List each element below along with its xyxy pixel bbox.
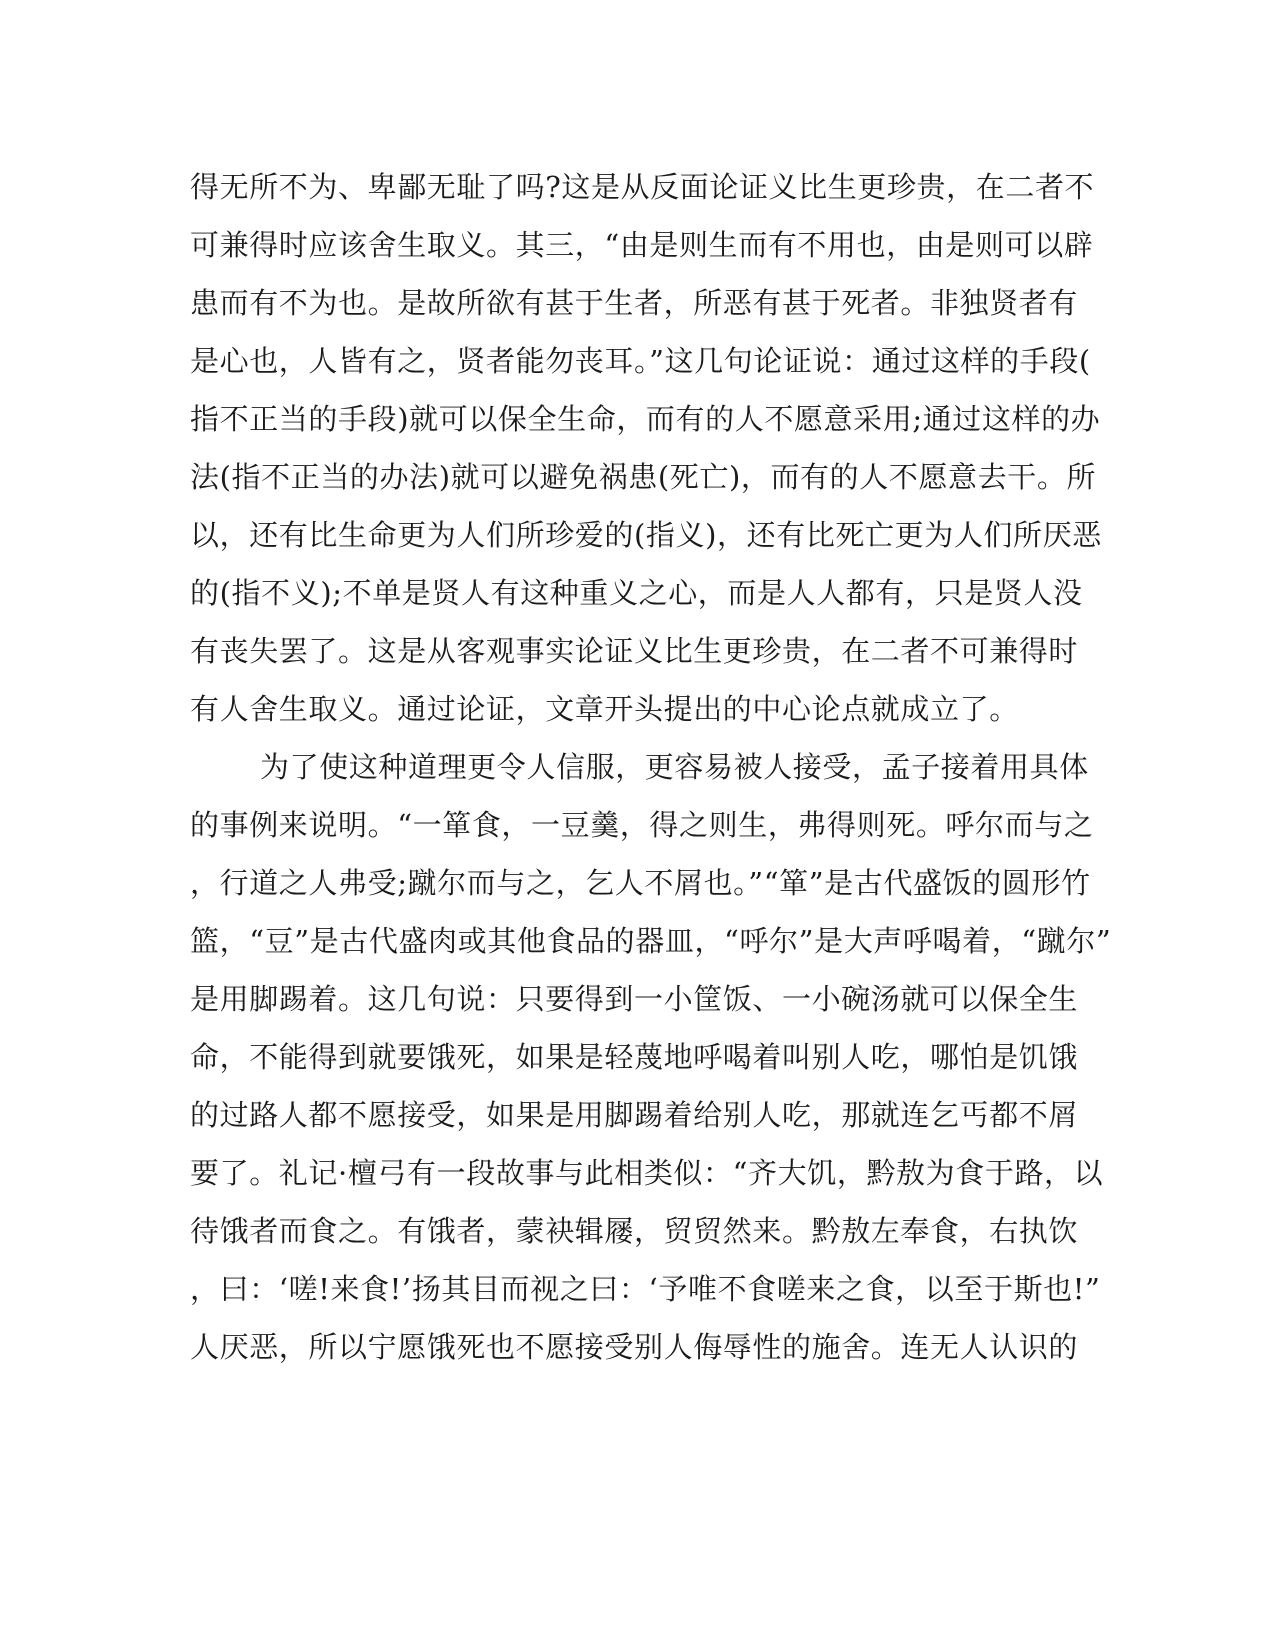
text-line-14: 篮，“豆”是古代盛肉或其他食品的器皿，“呼尔”是大声呼喝着，“蹴尔” [190,924,1112,958]
text-line-10: 有人舍生取义。通过论证，文章开头提出的中心论点就成立了。 [190,692,1019,726]
text-line-20: ，曰：‘嗟!来食!’扬其目而视之曰：‘予唯不食嗟来之食，以至于斯也!” [190,1272,1101,1306]
text-line-15: 是用脚踢着。这几句说：只要得到一小筐饭、一小碗汤就可以保全生 [190,982,1079,1016]
text-line-7: 以，还有比生命更为人们所珍爱的(指义)，还有比死亡更为人们所厌恶 [190,518,1102,552]
text-line-16: 命，不能得到就要饿死，如果是轻蔑地呼喝着叫别人吃，哪怕是饥饿 [190,1040,1079,1074]
text-line-19: 待饿者而食之。有饿者，蒙袂辑屦，贸贸然来。黔敖左奉食，右执饮 [190,1214,1079,1248]
body-text [190,158,1112,1376]
text-line-12: 的事例来说明。“一箪食，一豆羹，得之则生，弗得则死。呼尔而与之 [190,808,1094,842]
paragraph-start-line: 为了使这种道理更令人信服，更容易被人接受，孟子接着用具体 [260,750,1089,784]
text-line-8: 的(指不义);不单是贤人有这种重义之心，而是人人都有，只是贤人没 [190,576,1083,610]
text-line-9: 有丧失罢了。这是从客观事实论证义比生更珍贵，在二者不可兼得时 [190,634,1079,668]
text-line-3: 患而有不为也。是故所欲有甚于生者，所恶有甚于死者。非独贤者有 [190,286,1079,320]
text-line-18: 要了。礼记·檀弓有一段故事与此相类似：“齐大饥，黔敖为食于路，以 [190,1156,1104,1190]
text-line-17: 的过路人都不愿接受，如果是用脚踢着给别人吃，那就连乞丐都不屑 [190,1098,1079,1132]
text-line-21: 人厌恶，所以宁愿饿死也不愿接受别人侮辱性的施舍。连无人认识的 [190,1330,1079,1364]
text-line-6: 法(指不正当的办法)就可以避免祸患(死亡)，而有的人不愿意去干。所 [190,460,1097,494]
text-line-2: 可兼得时应该舍生取义。其三，“由是则生而有不用也，由是则可以辟 [190,228,1094,262]
text-line-5: 指不正当的手段)就可以保全生命，而有的人不愿意采用;通过这样的办 [190,402,1101,436]
text-line-1: 得无所不为、卑鄙无耻了吗?这是从反面论证义比生更珍贵，在二者不 [190,170,1095,204]
text-line-13: ，行道之人弗受;蹴尔而与之，乞人不屑也。”“箪”是古代盛饭的圆形竹 [190,866,1091,900]
text-line-4: 是心也，人皆有之，贤者能勿丧耳。”这几句论证说：通过这样的手段( [190,344,1091,378]
